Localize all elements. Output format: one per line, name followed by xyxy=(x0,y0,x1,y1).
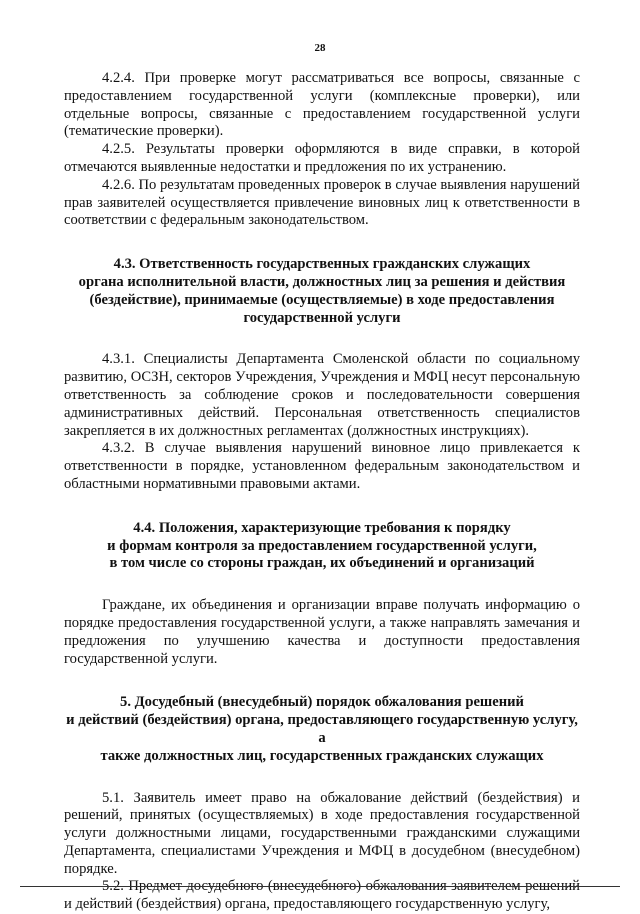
paragraph-4-3-1: 4.3.1. Специалисты Департамента Смоленской области по социальному развитию, ОСЗН, секторов Учреждения, Учреждения и МФЦ несут персональную ответственность за соблюдение сроков и последовательности совершения административных действий. Персональная ответственность специалистов закрепляется в их должностных регламентах (должностных инструкциях). xyxy=(64,351,580,439)
page-number: 28 xyxy=(314,42,326,54)
heading-4-3 xyxy=(64,256,580,327)
heading-line: 4.4. Положения, характеризующие требования к порядку xyxy=(133,519,511,536)
heading-4-4 xyxy=(64,520,580,573)
heading-line: и действий (бездействия) органа, предоставляющего государственную услугу, а xyxy=(66,712,578,746)
heading-line: также должностных лиц, государственных гражданских служащих xyxy=(100,747,544,764)
paragraph-5-1: 5.1. Заявитель имеет право на обжалование действий (бездействия) и решений, принятых (осуществляемых) в ходе предоставления государственной услуги должностными лицами, государственными гражданскими служащими Департамента, специалистами Учреждения и МФЦ в досудебном (внесудебном) порядке. xyxy=(64,789,580,877)
heading-line: в том числе со стороны граждан, их объединений и организаций xyxy=(109,555,535,572)
heading-line: 4.3. Ответственность государственных гражданских служащих xyxy=(113,256,531,273)
document-body xyxy=(64,70,580,914)
paragraph-4-2-5: 4.2.5. Результаты проверки оформляются в виде справки, в которой отмечаются выявленные недостатки и предложения по их устранению. xyxy=(64,141,580,175)
heading-line: и формам контроля за предоставлением государственной услуги, xyxy=(107,537,537,554)
heading-line: 5. Досудебный (внесудебный) порядок обжалования решений xyxy=(120,694,524,711)
paragraph-4-3-2: 4.3.2. В случае выявления нарушений виновное лицо привлекается к ответственности в порядке, установленном федеральным законодательством и областными нормативными правовыми актами. xyxy=(64,440,580,492)
paragraph-4-2-6: 4.2.6. По результатам проведенных проверок в случае выявления нарушений прав заявителей осуществляется привлечение виновных лиц к ответственности в соответствии с федеральным законодательством. xyxy=(64,176,580,229)
paragraph-4-4-text: Граждане, их объединения и организации вправе получать информацию о порядке предоставления государственной услуги, а также направлять замечания и предложения по улучшению качества и доступности предоставления государственной услуги. xyxy=(64,597,580,667)
paragraph-4-2-4: 4.2.4. При проверке могут рассматриваться все вопросы, связанные с предоставлением государственной услуги (комплексные проверки), или отдельные вопросы, связанные с предоставлением государственной услуги (тематические проверки). xyxy=(64,70,580,140)
footer-divider xyxy=(20,886,620,887)
heading-line: (бездействие), принимаемые (осуществляемые) в ходе предоставления xyxy=(89,291,555,308)
heading-line: государственной услуги xyxy=(243,309,401,326)
paragraph-5-2: 5.2. Предмет досудебного (внесудебного) обжалования заявителем решений и действий (бездействия) органа, предоставляющего государственную услугу, xyxy=(64,878,580,913)
heading-5 xyxy=(64,694,580,765)
heading-line: органа исполнительной власти, должностных лиц за решения и действия xyxy=(78,273,566,290)
